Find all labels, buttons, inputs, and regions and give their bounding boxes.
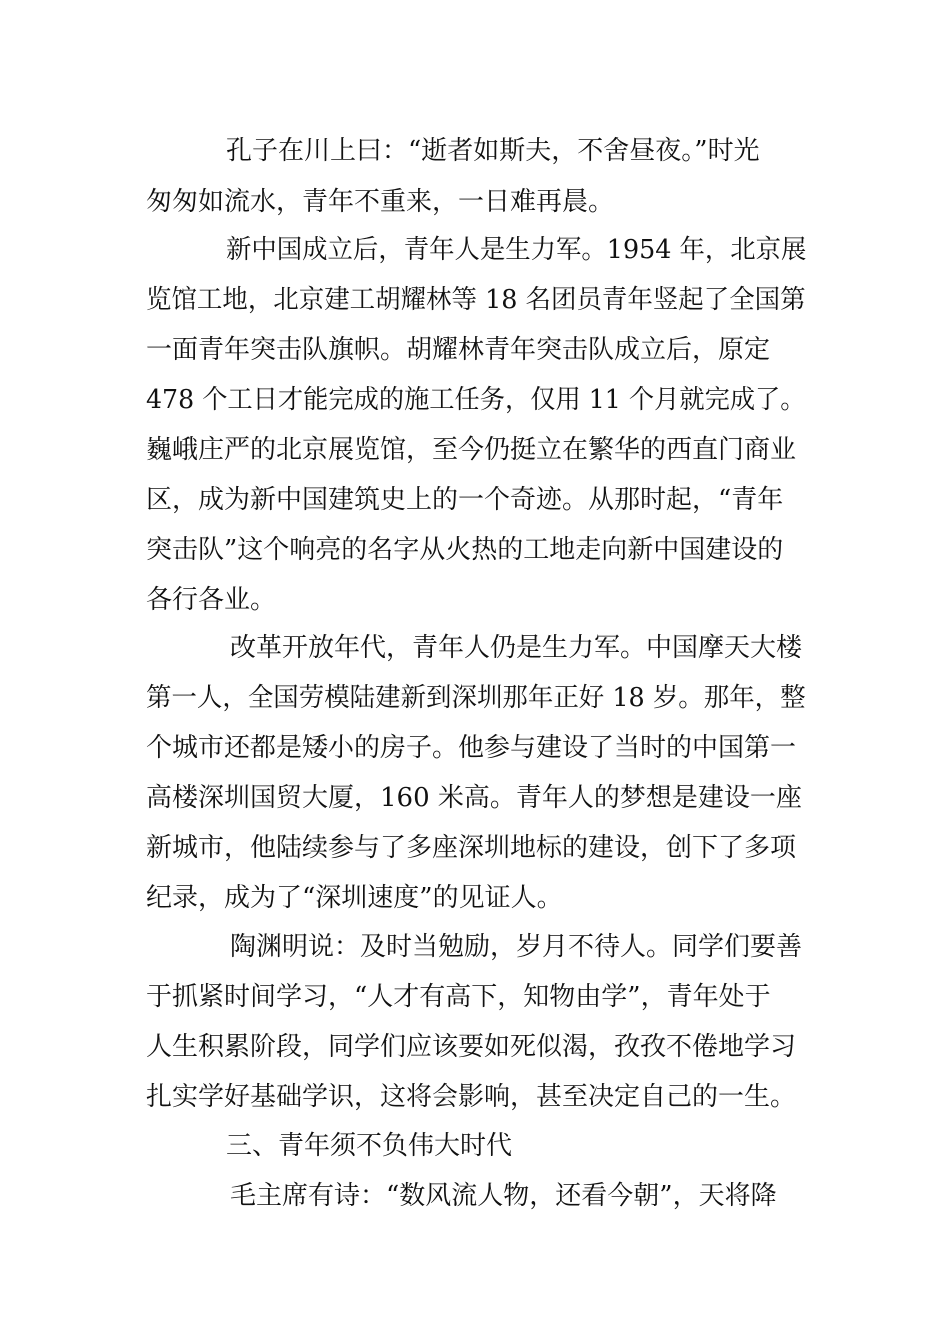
text-line: 各行各业。: [146, 585, 277, 615]
text-line: 孔子在川上曰：“逝者如斯夫，不舍昼夜。”时光: [226, 136, 760, 166]
text-line: 毛主席有诗：“数风流人物，还看今朝”，天将降: [230, 1181, 777, 1211]
text-line: 扎实学好基础学识，这将会影响，甚至决定自己的一生。: [146, 1082, 797, 1112]
text-line: 个城市还都是矮小的房子。他参与建设了当时的中国第一: [146, 733, 797, 763]
text-line: 新中国成立后，青年人是生力军。1954 年，北京展: [226, 235, 807, 265]
text-line: 突击队”这个响亮的名字从火热的工地走向新中国建设的: [146, 535, 784, 565]
text-line: 巍峨庄严的北京展览馆，至今仍挺立在繁华的西直门商业: [146, 435, 797, 465]
text-line: 一面青年突击队旗帜。胡耀林青年突击队成立后，原定: [146, 335, 771, 365]
text-line: 高楼深圳国贸大厦，160 米高。青年人的梦想是建设一座: [146, 783, 802, 813]
text-line: 匆匆如流水，青年不重来，一日难再晨。: [146, 187, 615, 217]
text-line: 人生积累阶段，同学们应该要如死似渴，孜孜不倦地学习: [146, 1032, 797, 1062]
text-line: 第一人，全国劳模陆建新到深圳那年正好 18 岁。那年，整: [146, 683, 806, 713]
text-line: 478 个工日才能完成的施工任务，仅用 11 个月就完成了。: [146, 385, 806, 415]
text-line: 于抓紧时间学习，“人才有高下，知物由学”，青年处于: [146, 982, 771, 1012]
text-line: 纪录，成为了“深圳速度”的见证人。: [146, 883, 563, 913]
text-line: 改革开放年代，青年人仍是生力军。中国摩天大楼: [230, 633, 803, 663]
text-line: 区，成为新中国建筑史上的一个奇迹。从那时起，“青年: [146, 485, 784, 515]
text-line: 览馆工地，北京建工胡耀林等 18 名团员青年竖起了全国第: [146, 285, 806, 315]
text-line: 陶渊明说：及时当勉励，岁月不待人。同学们要善: [230, 932, 803, 962]
text-line: 新城市，他陆续参与了多座深圳地标的建设，创下了多项: [146, 833, 797, 863]
heading-text: 三、青年须不负伟大时代: [226, 1131, 513, 1161]
